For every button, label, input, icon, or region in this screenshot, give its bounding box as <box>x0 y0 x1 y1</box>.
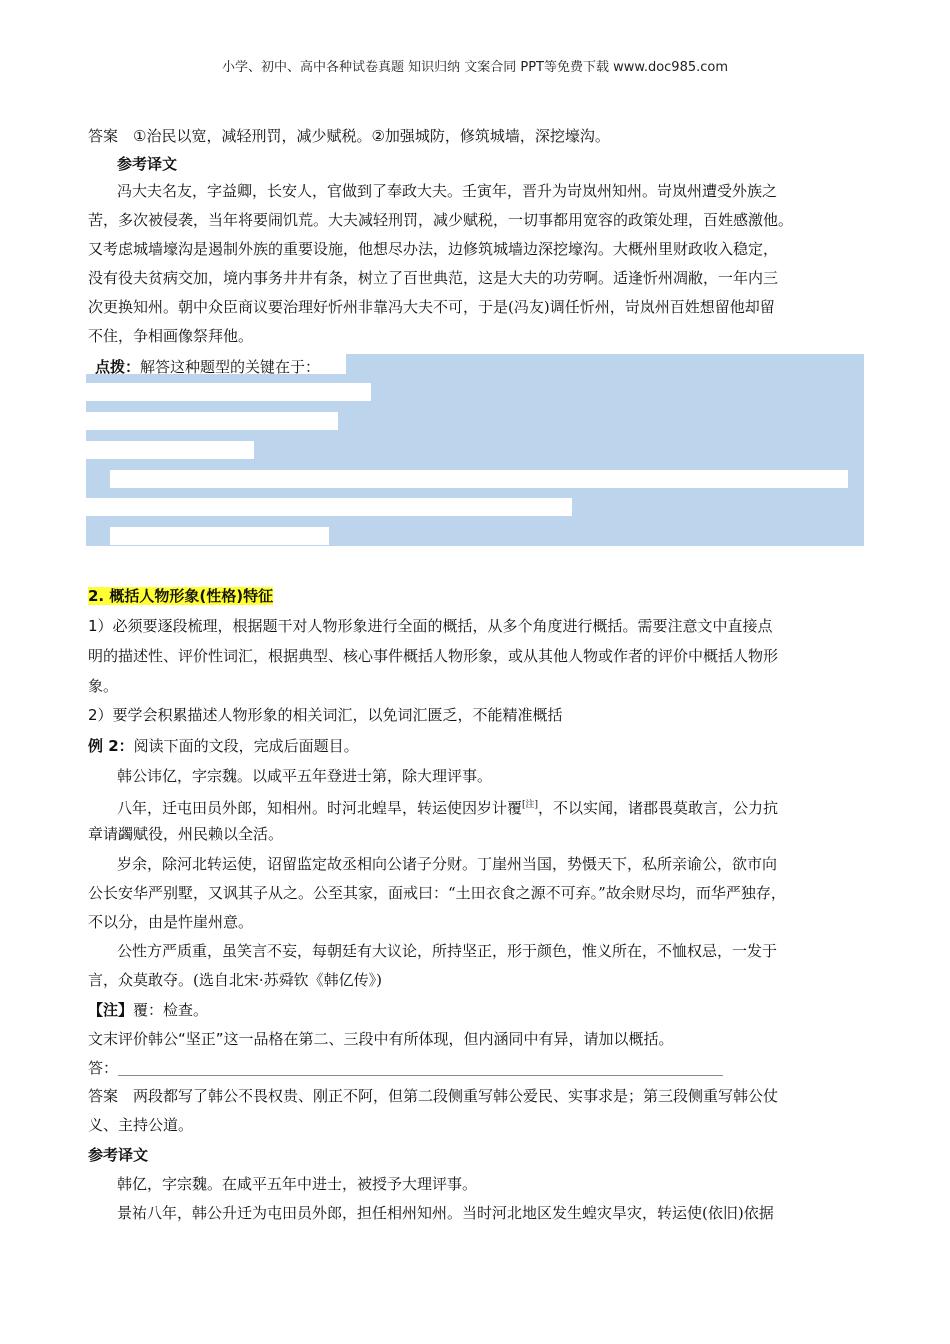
translation-line: 次更换知州。朝中众臣商议要治理好忻州非靠冯大夫不可，于是(冯友)调任忻州，岢岚州百姓想留他却留 <box>88 298 775 316</box>
translation-line: 不住，争相画像祭拜他。 <box>88 327 254 345</box>
example-line <box>88 736 359 756</box>
answer-line: 义、主持公道。 <box>88 1116 194 1134</box>
translation-title: 参考译文 <box>117 155 178 173</box>
text-gap <box>86 383 371 401</box>
passage-line: 韩公讳亿，字宗魏。以咸平五年登进士第，除大理评事。 <box>117 767 493 785</box>
point1-line: 明的描述性、评价性词汇，根据典型、核心事件概括人物形象，或从其他人物或作者的评价中概括人物形 <box>88 647 779 665</box>
text-gap <box>86 498 572 516</box>
text-gap <box>86 441 254 459</box>
section-heading <box>88 586 273 606</box>
passage-text: 八年，迁屯田员外郎，知相州。时河北蝗旱，转运使因岁计覆 <box>117 799 523 817</box>
translation-line: 苦，多次被侵袭，当年将要闹饥荒。大夫减轻刑罚，减少赋税，一切事都用宽容的政策处理，百姓感激他。 <box>88 211 794 229</box>
answer-line: 答案 ①治民以宽，减轻刑罚，减少赋税。②加强城防，修筑城墙，深挖壕沟。 <box>88 127 610 145</box>
passage-line <box>117 795 778 818</box>
translation-line: 景祐八年，韩公升迁为屯田员外郎，担任相州知州。当时河北地区发生蝗灾旱灾，转运使(依旧)依据 <box>117 1204 774 1222</box>
tip-line <box>95 357 320 377</box>
passage-line: 不以分，由是忤崖州意。 <box>88 913 254 931</box>
answer-line: 答案 两段都写了韩公不畏权贵、刚正不阿，但第二段侧重写韩公爱民、实事求是；第三段侧重写韩公仗 <box>88 1087 779 1105</box>
translation-line: 冯大夫名友，字益卿，长安人，官做到了奉政大夫。壬寅年，晋升为岢岚州知州。岢岚州遭受外族之 <box>117 182 778 200</box>
point1-line: 1）必须要逐段梳理，根据题干对人物形象进行全面的概括，从多个角度进行概括。需要注意文中直接点 <box>88 617 773 635</box>
note-line <box>88 1000 208 1020</box>
page-header: 小学、初中、高中各种试卷真题 知识归纳 文案合同 PPT等免费下载 www.doc985.com <box>221 60 729 75</box>
text-gap <box>86 412 338 430</box>
passage-line: 岁余，除河北转运使，诏留监定故丞相向公诸子分财。丁崖州当国，势慑天下，私所亲谕公，欲市向 <box>117 855 778 873</box>
passage-line: 章请蠲赋役，州民赖以全活。 <box>88 825 284 843</box>
example-label: 例 2： <box>88 737 134 755</box>
translation-line: 又考虑城墙壕沟是遏制外族的重要设施，他想尽办法，边修筑城墙边深挖壕沟。大概州里财政收入稳定， <box>88 240 779 258</box>
passage-line: 公性方严质重，虽笑言不妄，每朝廷有大议论，所持坚正，形于颜色，惟义所在，不恤权忌，一发于 <box>117 942 778 960</box>
question-line: 文末评价韩公“坚正”这一品格在第二、三段中有所体现，但内涵同中有异，请加以概括。 <box>88 1030 674 1048</box>
example-text: 阅读下面的文段，完成后面题目。 <box>133 737 359 755</box>
text-gap <box>110 527 329 545</box>
translation-title: 参考译文 <box>88 1146 149 1164</box>
tip-label: 点拨： <box>95 358 141 376</box>
note-text: 覆：检查。 <box>133 1001 209 1019</box>
translation-line: 没有役夫贫病交加，境内事务井井有条，树立了百世典范，这是大夫的功劳啊。适逢忻州凋敝，一年内三 <box>88 269 779 287</box>
answer-blank-line[interactable] <box>118 1075 723 1076</box>
passage-text: ，不以实闻，诸郡畏莫敢言，公力抗 <box>538 799 779 817</box>
answer-prompt: 答： <box>88 1059 119 1077</box>
footnote-marker: [注] <box>522 800 539 810</box>
note-label: 【注】 <box>88 1001 134 1019</box>
tip-text: 解答这种题型的关键在于： <box>140 358 321 376</box>
point2-line: 2）要学会积累描述人物形象的相关词汇，以免词汇匮乏，不能精准概括 <box>88 706 563 724</box>
translation-line: 韩亿，字宗魏。在咸平五年中进士，被授予大理评事。 <box>117 1175 478 1193</box>
passage-line: 公长安华严别墅，又讽其子从之。公至其家，面戒曰：“土田衣食之源不可弃。”故余财尽均，而华严独存， <box>88 884 786 902</box>
passage-line: 言，众莫敢夺。(选自北宋·苏舜钦《韩亿传》) <box>88 971 382 989</box>
section-heading-text: 2. 概括人物形象(性格)特征 <box>88 587 274 605</box>
text-gap <box>110 470 848 488</box>
point1-line: 象。 <box>88 677 119 695</box>
